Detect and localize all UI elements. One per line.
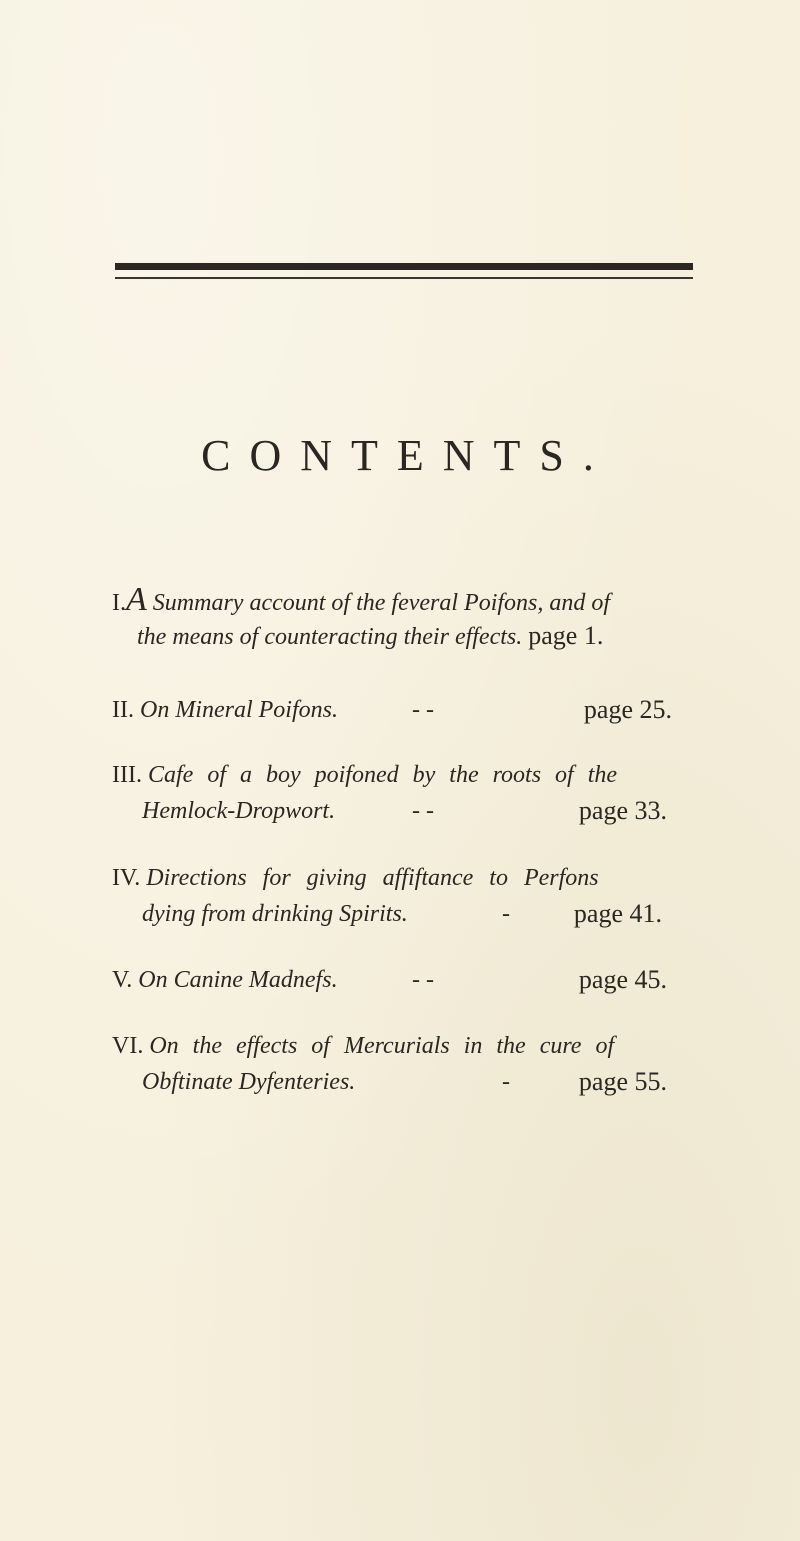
dash-leader: - - [412, 697, 434, 723]
entry-1-line-1 [112, 582, 692, 618]
entry-title-continued: Hemlock-Dropwort. [142, 798, 336, 824]
entry-title: On Canine Madnefs. [138, 967, 338, 993]
entry-number: II. [112, 697, 134, 723]
entry-3-line-1 [112, 757, 692, 793]
header-rule-thick [115, 263, 693, 270]
entry-2-line-1 [112, 692, 692, 728]
contents-entry-3 [112, 757, 692, 829]
entry-title: On the effects of Mercurials in the cure of [149, 1033, 615, 1059]
entry-title-continued: dying from drinking Spirits. [142, 901, 408, 927]
dash-leader: - - [412, 967, 434, 993]
entry-1-line-2 [112, 618, 692, 654]
entry-6-line-1 [112, 1028, 692, 1064]
entry-number: V. [112, 967, 133, 993]
entry-4-line-1 [112, 860, 692, 896]
drop-capital: A [126, 581, 147, 618]
page-reference: page 33. [578, 796, 667, 825]
dash-leader: - [502, 1069, 510, 1095]
entry-number: I. [112, 590, 126, 616]
entry-5-line-1 [112, 962, 692, 998]
entry-3-line-2 [112, 793, 692, 829]
entry-title: Cafe of a boy poifoned by the roots of the [147, 762, 618, 788]
page-reference: page 55. [578, 1067, 667, 1096]
entry-number: VI. [112, 1033, 144, 1059]
contents-entry-5 [112, 962, 692, 998]
page-reference: page 45. [578, 965, 667, 994]
entry-6-line-2 [112, 1064, 692, 1100]
page-reference: page 41. [573, 899, 662, 928]
page-reference: page 1. [528, 621, 604, 650]
contents-entry-6 [112, 1028, 692, 1100]
contents-heading: CONTENTS. [201, 431, 613, 480]
page-reference: page 25. [583, 695, 672, 724]
contents-entry-4 [112, 860, 692, 932]
entry-title-continued: the means of counteracting their effects. [137, 624, 523, 650]
entry-title: Directions for giving affiftance to Perfons [146, 865, 599, 891]
dash-leader: - [502, 901, 510, 927]
dash-leader: - - [412, 798, 434, 824]
entry-title: Summary account of the feveral Poifons, and of [152, 590, 611, 616]
entry-number: IV. [112, 865, 141, 891]
entry-number: III. [112, 762, 142, 788]
entry-title-continued: Obftinate Dyfenteries. [142, 1069, 356, 1095]
entry-4-line-2 [112, 896, 692, 932]
header-rule-thin [115, 277, 693, 279]
contents-entry-2 [112, 692, 692, 728]
entry-title: On Mineral Poifons. [139, 697, 338, 723]
contents-entry-1 [112, 582, 692, 654]
